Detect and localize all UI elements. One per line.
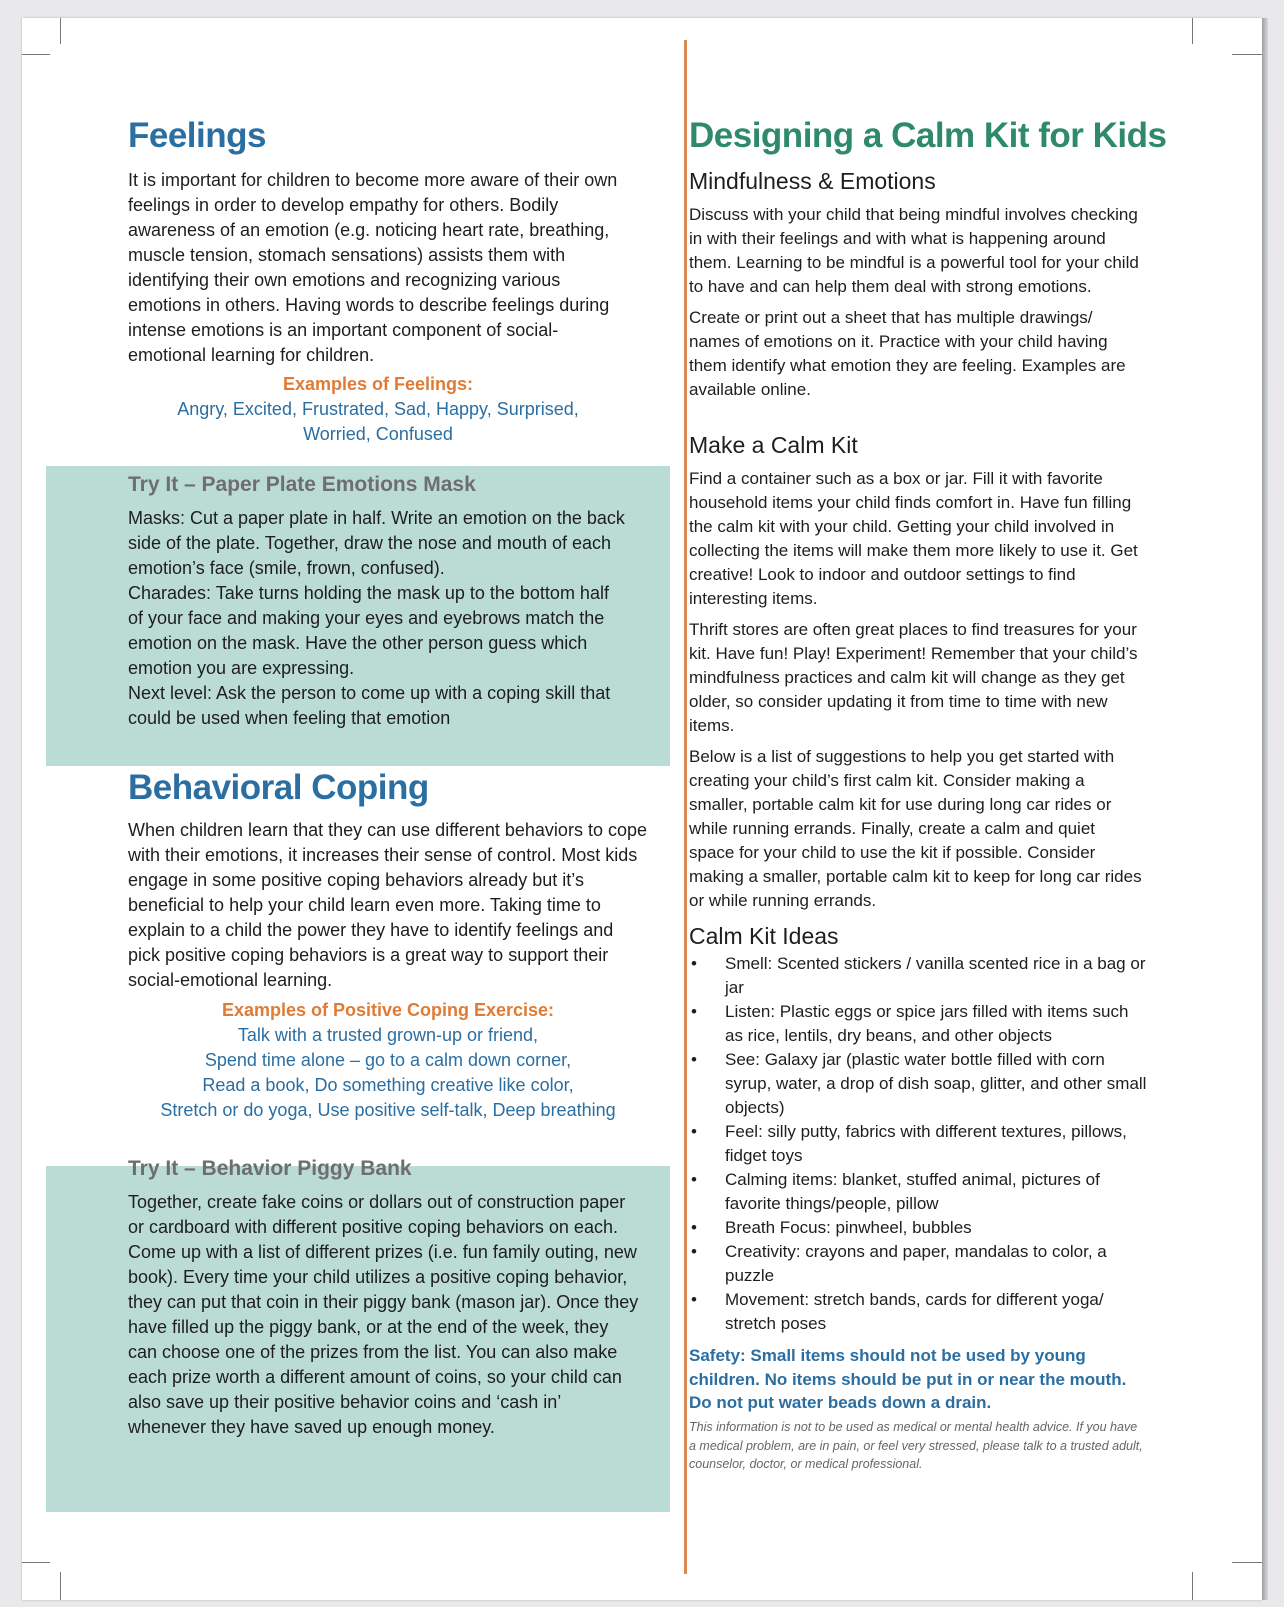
tryit-mask-masks: Masks: Cut a paper plate in half. Write an emotion on the back side of the plate. Together, draw the nose and mouth of each emotion’s face (smile, frown, confused).	[128, 508, 625, 578]
idea-text: Movement: stretch bands, cards for different yoga/ stretch poses	[725, 1290, 1104, 1333]
idea-text: Creativity: crayons and paper, mandalas to color, a puzzle	[725, 1242, 1107, 1285]
calm-kit-title: Designing a Calm Kit for Kids	[689, 116, 1167, 155]
coping-examples-line: Talk with a trusted grown-up or friend,	[237, 1025, 539, 1045]
column-divider	[684, 40, 687, 1574]
tryit-mask-next-level: Next level: Ask the person to come up with a coping skill that could be used when feeling that emotion	[128, 683, 611, 728]
feelings-examples-heading: Examples of Feelings:	[282, 374, 474, 394]
bullet-icon: •	[691, 1218, 697, 1237]
idea-text: Listen: Plastic eggs or spice jars filled with items such as rice, lentils, dry beans, and other objects	[725, 1002, 1129, 1045]
crop-mark	[1232, 1562, 1262, 1563]
tryit-mask-heading: Try It – Paper Plate Emotions Mask	[128, 473, 476, 496]
document-page	[22, 18, 1262, 1600]
make-kit-p1: Find a container such as a box or jar. Fill it with favorite household items your child finds comfort in. Have fun filling the calm kit with your child. Getting your child involved in collecting the items will make them more likely to use it. Get creative! Look to indoor and outdoor settings to find interesting items.	[689, 469, 1138, 608]
list-item	[689, 1000, 1149, 1048]
idea-text: Smell: Scented stickers / vanilla scented rice in a bag or jar	[725, 954, 1146, 997]
bullet-icon: •	[691, 1050, 697, 1069]
feelings-title: Feelings	[128, 116, 266, 155]
coping-body: When children learn that they can use different behaviors to cope with their emotions, it increases their sense of control. Most kids engage in some positive coping behaviors already but it’s beneficial to help your child learn even more. Taking time to explain to a child the power they have to identify feelings and pick positive coping behaviors is a great way to support their social-emotional learning.	[128, 820, 647, 990]
mindfulness-heading: Mindfulness & Emotions	[689, 168, 936, 194]
bullet-icon: •	[691, 1290, 697, 1309]
mindfulness-p1: Discuss with your child that being mindful involves checking in with their feelings and with what is happening around them. Learning to be mindful is a powerful tool for your child to have and can help them deal with strong emotions.	[689, 205, 1139, 296]
mindfulness-section	[689, 168, 1144, 402]
ideas-heading: Calm Kit Ideas	[689, 923, 839, 949]
coping-examples-line: Stretch or do yoga, Use positive self-talk, Deep breathing	[160, 1100, 616, 1120]
tryit-piggy	[128, 1156, 642, 1440]
coping-title: Behavioral Coping	[128, 768, 429, 807]
tryit-mask	[128, 472, 628, 731]
make-kit-p2: Thrift stores are often great places to find treasures for your kit. Have fun! Play! Experiment! Remember that your child’s mindfulness practices and calm kit will change as they get older, so consider updating it from time to time with new items.	[689, 620, 1138, 735]
safety-note: Safety: Small items should not be used by young children. No items should be put in or near the mouth. Do not put water beads down a drain.	[689, 1346, 1127, 1412]
tryit-mask-charades: Charades: Take turns holding the mask up to the bottom half of your face and making your eyes and eyebrows match the emotion on the mask. Have the other person guess which emotion you are expressing.	[128, 583, 609, 678]
crop-mark	[60, 1572, 61, 1600]
list-item	[689, 1120, 1149, 1168]
coping-examples	[128, 998, 648, 1123]
bullet-icon: •	[691, 1002, 697, 1021]
bullet-icon: •	[691, 1170, 697, 1189]
crop-mark	[22, 1562, 50, 1563]
idea-text: Feel: silly putty, fabrics with different textures, pillows, fidget toys	[725, 1122, 1127, 1165]
coping-examples-line: Spend time alone – go to a calm down corner,	[204, 1050, 572, 1070]
idea-text: Breath Focus: pinwheel, bubbles	[725, 1218, 972, 1237]
crop-mark	[1192, 18, 1193, 44]
crop-mark	[1232, 54, 1262, 55]
idea-text: See: Galaxy jar (plastic water bottle filled with corn syrup, water, a drop of dish soap, glitter, and other small objects)	[725, 1050, 1147, 1117]
list-item	[689, 952, 1149, 1000]
disclaimer: This information is not to be used as medical or mental health advice. If you have a medical problem, are in pain, or feel very stressed, please talk to a trusted adult, counselor, doctor, or medical professional.	[689, 1420, 1143, 1471]
bullet-icon: •	[691, 1122, 697, 1141]
feelings-body: It is important for children to become more aware of their own feelings in order to develop empathy for others. Bodily awareness of an emotion (e.g. noticing heart rate, breathing, muscle tension, stomach sensations) assists them with identifying their own emotions and recognizing various emotions in others. Having words to describe feelings during intense emotions is an important component of social-emotional learning for children.	[128, 170, 618, 365]
page-edge	[1262, 18, 1268, 1600]
feelings-examples	[128, 372, 628, 447]
feelings-examples-line: Worried, Confused	[303, 424, 453, 444]
make-kit-p3: Below is a list of suggestions to help you get started with creating your child’s first calm kit. Consider making a smaller, portable calm kit for use during long car rides or while running errands. Finally, create a calm and quiet space for your child to use the kit if possible. Consider making a smaller, portable calm kit to keep for long car rides or while running errands.	[689, 747, 1142, 910]
list-item	[689, 1240, 1149, 1288]
ideas-section	[689, 923, 1149, 1336]
crop-mark	[60, 18, 61, 44]
tryit-piggy-body: Together, create fake coins or dollars out of construction paper or cardboard with different positive coping behaviors on each. Come up with a list of different prizes (i.e. fun family outing, new book). Every time your child utilizes a positive coping behavior, they can put that coin in their piggy bank (mason jar). Once they have filled up the piggy bank, or at the end of the week, they can choose one of the prizes from the list. You can also make each prize worth a different amount of coins, so your child can also save up their positive behavior coins and ‘cash in’ whenever they have saved up enough money.	[128, 1192, 639, 1437]
coping-examples-heading: Examples of Positive Coping Exercise:	[221, 1000, 555, 1020]
list-item	[689, 1048, 1149, 1120]
crop-mark	[1192, 1572, 1193, 1600]
tryit-piggy-heading: Try It – Behavior Piggy Bank	[128, 1157, 412, 1180]
make-kit-heading: Make a Calm Kit	[689, 432, 858, 458]
mindfulness-p2: Create or print out a sheet that has multiple drawings/ names of emotions on it. Practice with your child having them identify what emotion they are feeling. Examples are available online.	[689, 308, 1126, 399]
coping-examples-line: Read a book, Do something creative like color,	[202, 1075, 574, 1095]
crop-mark	[22, 54, 50, 55]
list-item	[689, 1288, 1149, 1336]
ideas-list	[689, 952, 1149, 1336]
idea-text: Calming items: blanket, stuffed animal, pictures of favorite things/people, pillow	[725, 1170, 1100, 1213]
bullet-icon: •	[691, 1242, 697, 1261]
feelings-examples-line: Angry, Excited, Frustrated, Sad, Happy, Surprised,	[177, 399, 579, 419]
make-kit-section	[689, 432, 1144, 913]
list-item	[689, 1168, 1149, 1216]
bullet-icon: •	[691, 954, 697, 973]
list-item	[689, 1216, 1149, 1240]
